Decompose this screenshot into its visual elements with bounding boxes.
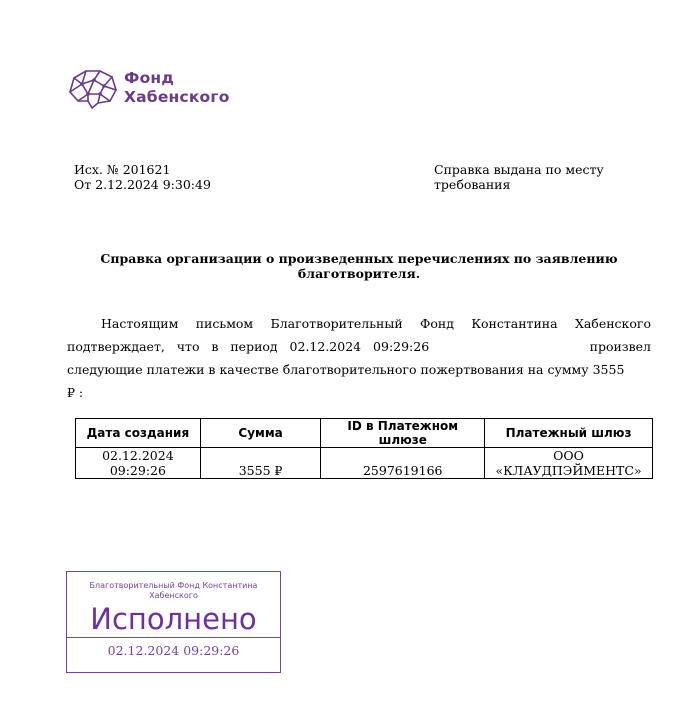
stamp-date: 02.12.2024 09:29:26	[107, 643, 240, 658]
body-line-3	[67, 358, 651, 381]
body-line-4	[67, 381, 651, 404]
word: Благотворительный	[270, 316, 403, 331]
body-line-2-start: подтверждает, что в период 02.12.2024 09:29:26	[67, 339, 430, 354]
logo-text	[124, 69, 230, 107]
cell-date	[76, 448, 201, 479]
column-header-amount: Сумма	[200, 419, 321, 448]
word: Константина	[471, 316, 558, 331]
logo-line-2: Хабенского	[124, 88, 230, 106]
completion-stamp	[66, 571, 281, 673]
table-header-row	[76, 419, 653, 448]
word: письмом	[195, 316, 254, 331]
word: Настоящим	[101, 316, 179, 331]
reference-block	[74, 162, 211, 192]
document-title-line-1: Справка организации о произведенных перечислениях по заявлению	[100, 251, 618, 266]
issued-note-line-1: Справка выдана по месту	[434, 162, 604, 177]
document-title-line-2: благотворителя.	[297, 266, 421, 281]
table-row	[76, 448, 653, 479]
stamp-org-line-2: Хабенского	[149, 591, 198, 600]
body-line-2-end: произвел	[589, 339, 651, 354]
logo-line-1: Фонд	[124, 69, 175, 87]
cell-gateway-line-2: «КЛАУДПЭЙМЕНТС»	[495, 463, 642, 478]
body-line-4-text: ₽ :	[67, 385, 84, 400]
stamp-divider	[67, 637, 280, 638]
column-header-gateway: Платежный шлюз	[485, 419, 653, 448]
cell-gateway	[485, 448, 653, 479]
column-header-date: Дата создания	[76, 419, 201, 448]
document-title	[76, 251, 642, 281]
word: Фонд	[420, 316, 454, 331]
stamp-org-line-1: Благотворительный Фонд Константина	[89, 581, 258, 590]
cell-date-time: 09:29:26	[109, 463, 166, 478]
cell-date-day: 02.12.2024	[102, 448, 174, 463]
cell-gateway-line-1: ООО	[553, 448, 584, 463]
issued-note-line-2: требования	[434, 177, 511, 192]
reference-date: От 2.12.2024 9:30:49	[74, 177, 211, 192]
reference-number: Исх. № 201621	[74, 162, 171, 177]
payments-table	[75, 418, 653, 479]
word: Хабенского	[574, 316, 651, 331]
cell-amount: 3555 ₽	[200, 448, 321, 479]
stamp-org-name	[67, 581, 280, 601]
cell-payment-id: 2597619166	[321, 448, 485, 479]
issued-note	[434, 162, 604, 192]
brain-network-icon	[66, 68, 118, 110]
body-paragraph	[67, 312, 651, 404]
body-line-3-text: следующие платежи в качестве благотворительного пожертвования на сумму 3555	[67, 362, 625, 377]
body-line-1	[67, 312, 651, 335]
stamp-status: Исполнено	[90, 602, 257, 636]
body-line-2	[67, 335, 651, 358]
column-header-payment-id: ID в Платежном шлюзе	[321, 419, 485, 448]
